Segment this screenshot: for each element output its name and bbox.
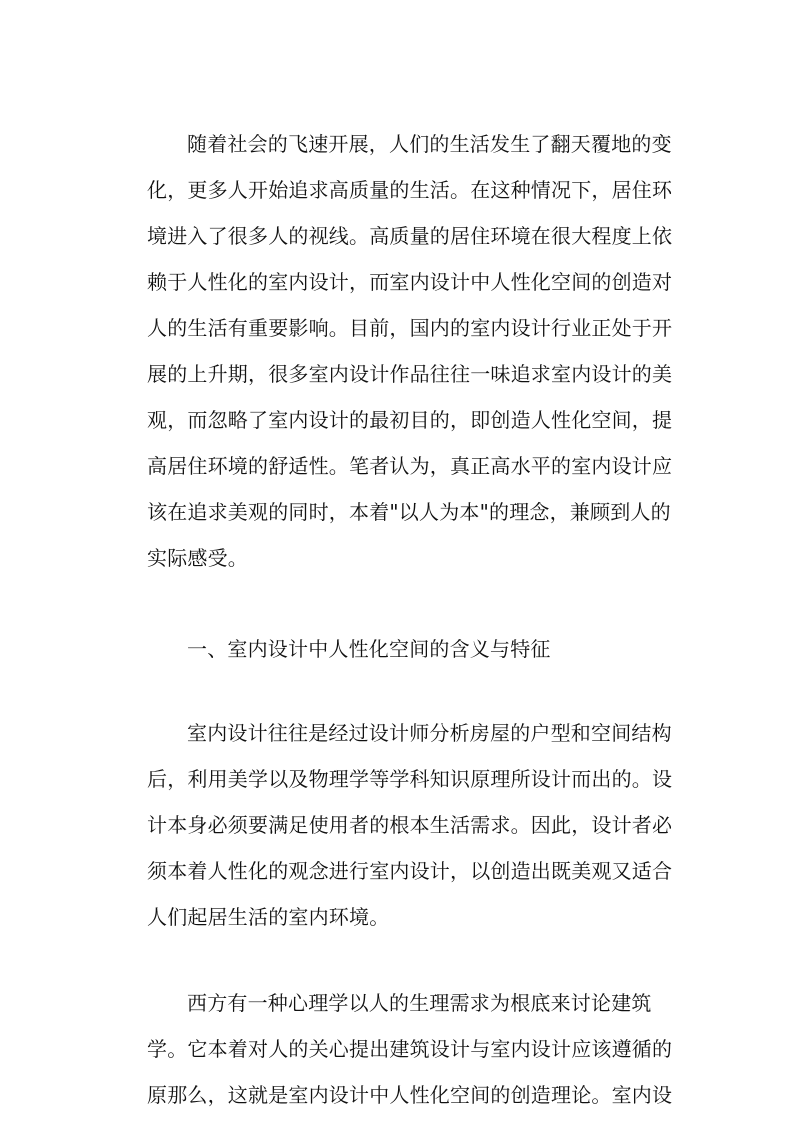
- paragraph-1-line-6: 展的上升期，很多室内设计作品往往一味追求室内设计的美: [147, 362, 673, 386]
- paragraph-1-line-3: 境进入了很多人的视线。高质量的居住环境在很大程度上依: [147, 224, 673, 248]
- paragraph-1-line-10: 实际感受。: [147, 546, 248, 570]
- paragraph-2-line-1: 室内设计往往是经过设计师分析房屋的户型和空间结构: [187, 721, 672, 745]
- paragraph-1-line-9: 该在追求美观的同时，本着"以人为本"的理念，兼顾到人的: [147, 500, 671, 524]
- paragraph-1-line-8: 高居住环境的舒适性。笔者认为，真正高水平的室内设计应: [147, 454, 673, 478]
- paragraph-3-line-2: 学。它本着对人的关心提出建筑设计与室内设计应该遵循的: [147, 1037, 673, 1061]
- paragraph-3-line-1: 西方有一种心理学以人的生理需求为根底来讨论建筑: [187, 991, 652, 1015]
- paragraph-1-line-4: 赖于人性化的室内设计，而室内设计中人性化空间的创造对: [147, 270, 673, 294]
- paragraph-1-line-1: 随着社会的飞速开展，人们的生活发生了翻天覆地的变: [187, 132, 672, 156]
- section-heading: 一、室内设计中人性化空间的含义与特征: [187, 637, 551, 661]
- paragraph-2-line-5: 人们起居生活的室内环境。: [147, 905, 390, 929]
- paragraph-3-line-3: 原那么，这就是室内设计中人性化空间的创造理论。室内设: [147, 1083, 673, 1107]
- paragraph-2-line-2: 后，利用美学以及物理学等学科知识原理所设计而出的。设: [147, 767, 673, 791]
- paragraph-2-line-4: 须本着人性化的观念进行室内设计，以创造出既美观又适合: [147, 859, 673, 883]
- paragraph-1-line-7: 观，而忽略了室内设计的最初目的，即创造人性化空间，提: [147, 408, 673, 432]
- paragraph-1-line-2: 化，更多人开始追求高质量的生活。在这种情况下，居住环: [147, 178, 673, 202]
- paragraph-1-line-5: 人的生活有重要影响。目前，国内的室内设计行业正处于开: [147, 316, 673, 340]
- paragraph-2-line-3: 计本身必须要满足使用者的根本生活需求。因此，设计者必: [147, 813, 673, 837]
